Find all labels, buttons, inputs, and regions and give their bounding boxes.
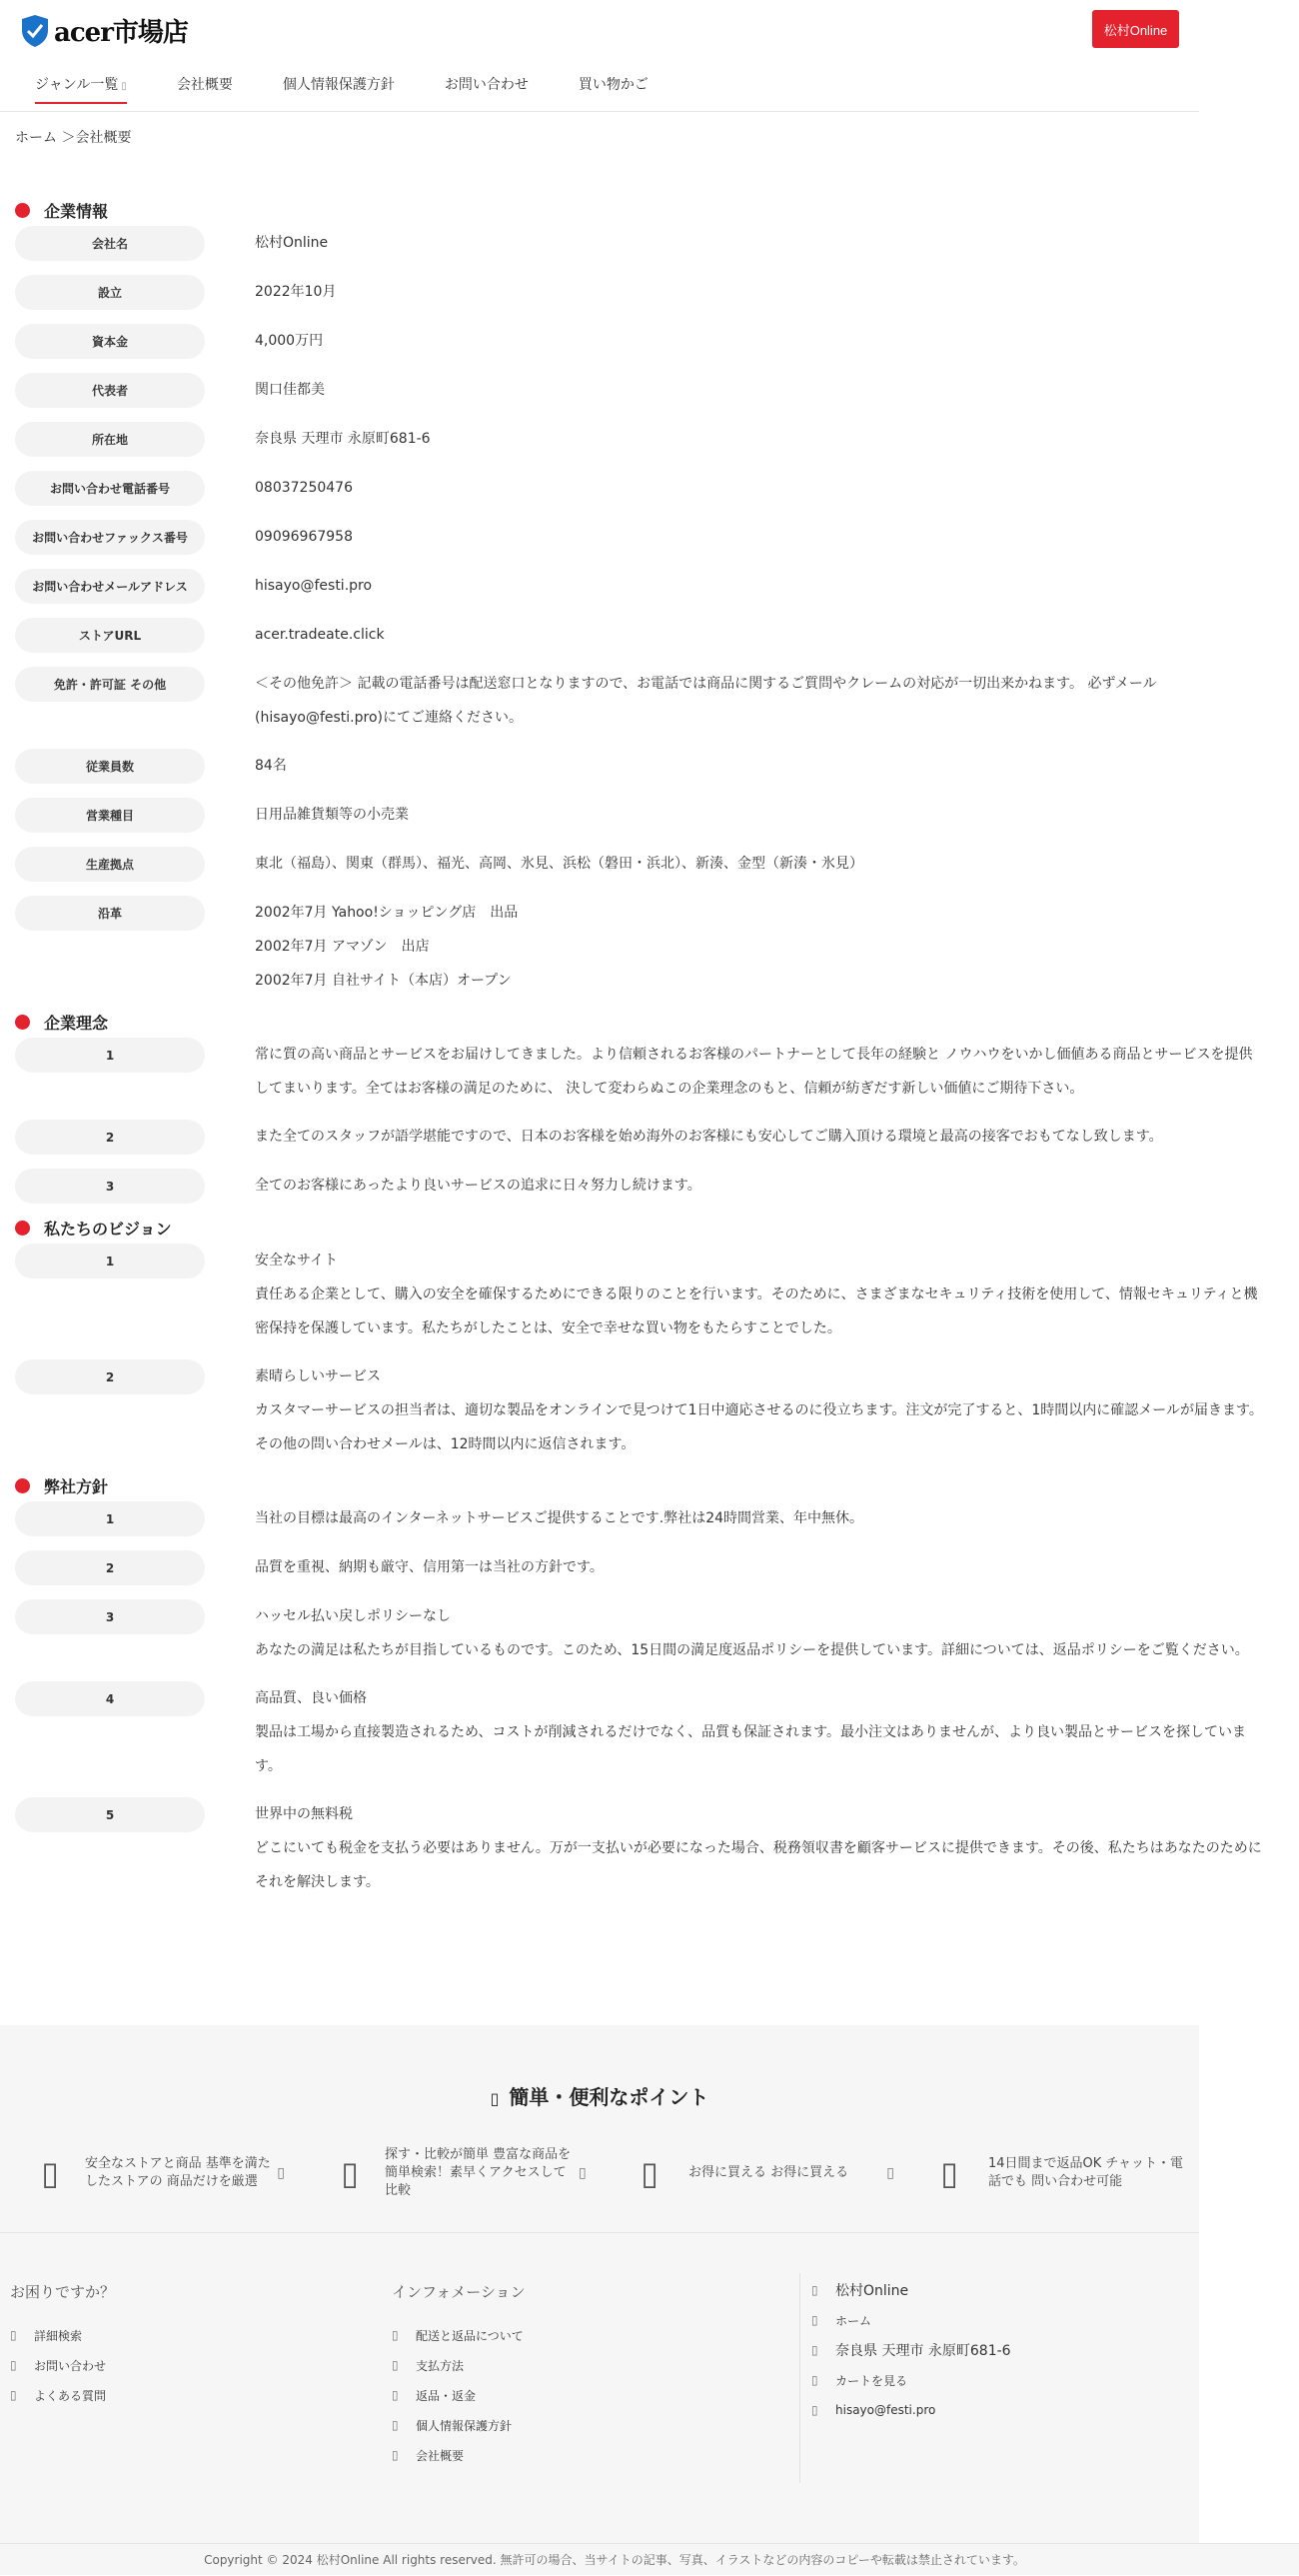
lock-icon: ▯ [392, 2418, 399, 2432]
history-item: 2002年7月 Yahoo!ショッピング店 出品 [255, 905, 519, 921]
footer-link-cart[interactable] [811, 2365, 1191, 2395]
vision-row [15, 1244, 1266, 1345]
info-row [15, 847, 1266, 882]
main-nav [35, 72, 698, 104]
feature-text: 探す・比較が簡単 豊富な商品を簡単検索！素早くアクセスして比較 [385, 2147, 572, 2198]
info-row [15, 569, 1266, 604]
row-value: どこにいても税金を支払う必要はありません。万が一支払いが必要になった場合、税務領収書を顧客サービスに提供できます。その後、私たちはあなたのためにそれを解決します。 [255, 1840, 1262, 1890]
row-value: 全てのお客様にあったより良いサービスの追求に日々努力し続けます。 [255, 1178, 701, 1194]
footer-link-returns[interactable] [392, 2380, 771, 2410]
row-label: 1 [15, 1501, 205, 1536]
row-value: また全てのスタッフが語学堪能ですので、日本のお客様を始め海外のお客様にも安心してご購入頂ける環境と最高の接客でおもてなし致します。 [255, 1129, 1163, 1145]
site-header [0, 0, 1199, 112]
row-value: 品質を重視、納期も厳守、信用第一は当社の方針です。 [255, 1559, 604, 1575]
row-value: 当社の目標は最高のインターネットサービスご提供することです.弊社は24時間営業、年中無休。 [255, 1510, 864, 1526]
row-label: 従業員数 [15, 749, 205, 784]
footer-link-label: 詳細検索 [34, 2328, 83, 2343]
nav-genre-list[interactable] [35, 72, 127, 104]
row-value: hisayo@festi.pro [255, 578, 373, 594]
shield-icon: ▯ [41, 2154, 59, 2192]
question-icon: ▯ [10, 2388, 17, 2402]
search-icon: ▯ [341, 2154, 359, 2192]
footer-divider [799, 2273, 800, 2483]
chevron-right-icon: ▯ [277, 2165, 285, 2181]
row-value: 責任ある企業として、購入の安全を確保するためにできる限りのことを行います。そのために、さまざまなセキュリティ技術を使用して、情報セキュリティと機密保持を保護しています。私たちがしたことは、安全で幸せな買い物をもたらすことでした。 [255, 1287, 1258, 1336]
philosophy-row [15, 1038, 1266, 1106]
chevron-right-icon: ▯ [886, 2165, 894, 2181]
feature-text: お得に買える お得に買える [688, 2165, 849, 2180]
footer-link-label: ホーム [835, 2313, 872, 2328]
row-label: お問い合わせファックス番号 [15, 520, 205, 555]
mail-icon: ▯ [811, 2403, 818, 2417]
feature-item[interactable] [325, 2143, 595, 2203]
info-row [15, 422, 1266, 457]
building-icon: ▯ [392, 2448, 399, 2462]
section-dot [15, 1015, 30, 1030]
footer-email[interactable] [811, 2395, 1191, 2425]
address-label: 奈良県 天理市 永原町681-6 [835, 2343, 1011, 2359]
section-philosophy [15, 1006, 1266, 1038]
row-value: ＜その他免許＞ 記載の電話番号は配送窓口となりますので、お電話では商品に関するご質問やクレームの対応が一切出来かねます。 必ずメール(hisayo@festi.pro)にてご連絡ください。 [255, 676, 1157, 726]
footer-link-shipping[interactable] [392, 2320, 771, 2350]
section-title: 私たちのビジョン [44, 1219, 172, 1239]
section-company [15, 194, 1266, 226]
footer-info-title: インフォメーション [392, 2283, 526, 2301]
row-label: 2 [15, 1550, 205, 1585]
info-row [15, 520, 1266, 555]
info-row [15, 275, 1266, 310]
row-value: acer.tradeate.click [255, 627, 385, 643]
philosophy-row [15, 1169, 1266, 1204]
feature-item[interactable] [924, 2143, 1189, 2203]
section-dot [15, 1478, 30, 1493]
section-vision [15, 1212, 1266, 1244]
policy-row [15, 1797, 1266, 1899]
history-item: 2002年7月 アマゾン 出店 [255, 939, 430, 955]
store-name-label: 松村Online [835, 2283, 909, 2299]
email-label: hisayo@festi.pro [835, 2403, 936, 2417]
row-label: ストアURL [15, 618, 205, 653]
policy-row [15, 1501, 1266, 1536]
row-value: 東北（福島）、関東（群馬）、福光、高岡、氷見、浜松（磐田・浜北）、新湊、金型（新湊・氷見） [255, 856, 863, 872]
nav-cart[interactable]: 買い物かご [578, 77, 649, 93]
philosophy-row [15, 1120, 1266, 1155]
row-value: あなたの満足は私たちが目指しているものです。このため、15日間の満足度返品ポリシーを提供しています。詳細については、返品ポリシーをご覧ください。 [255, 1642, 1249, 1658]
truck-icon: ▯ [392, 2328, 399, 2342]
info-row [15, 471, 1266, 506]
policy-row [15, 1550, 1266, 1585]
row-value: 製品は工場から直接製造されるため、コストが削減されるだけでなく、品質も保証されます。最小注文はありませんが、より良い製品とサービスを探しています。 [255, 1724, 1247, 1774]
footer-link-contact[interactable] [10, 2350, 350, 2380]
footer-link-label: 会社概要 [416, 2448, 465, 2463]
info-row [15, 226, 1266, 261]
policy-row [15, 1599, 1266, 1667]
footer-store-name [811, 2275, 1191, 2305]
feature-item[interactable] [25, 2143, 285, 2203]
row-heading: ハッセル払い戻しポリシーなし [255, 1608, 451, 1624]
return-icon: ▯ [940, 2154, 958, 2192]
row-heading: 世界中の無料税 [255, 1806, 353, 1822]
section-dot [15, 1221, 30, 1236]
chevron-down-icon: ▯ [121, 81, 127, 92]
copyright-bar [0, 2543, 1299, 2575]
row-label: 3 [15, 1599, 205, 1634]
policy-row [15, 1681, 1266, 1783]
copyright-text: Copyright © 2024 松村Online All rights reserved. 無許可の場合、当サイトの記事、写真、イラストなどの内容のコピーや転載は禁止されています。 [204, 2553, 1025, 2567]
footer-address [811, 2335, 1191, 2365]
row-label: 5 [15, 1797, 205, 1832]
store-icon: ▯ [811, 2283, 818, 2297]
breadcrumb: ホーム ＞会社概要 [15, 130, 132, 146]
site-footer [0, 2233, 1199, 2543]
footer-link-label: 個人情報保護方針 [416, 2418, 513, 2433]
section-title: 弊社方針 [44, 1476, 109, 1496]
row-label: 代表者 [15, 373, 205, 408]
row-label: 会社名 [15, 226, 205, 261]
row-value-block [255, 1797, 1266, 1899]
features-title-text: 簡単・便利なポイント [509, 2085, 709, 2109]
row-label: 生産拠点 [15, 847, 205, 882]
footer-link-label: お問い合わせ [34, 2358, 107, 2373]
history-item: 2002年7月 自社サイト（本店）オープン [255, 973, 512, 989]
row-heading: 安全なサイト [255, 1253, 339, 1269]
nav-company[interactable]: 会社概要 [176, 77, 233, 93]
info-row [15, 667, 1266, 735]
footer-link-search[interactable] [10, 2320, 350, 2350]
vision-row [15, 1359, 1266, 1461]
row-value: 松村Online [255, 235, 329, 251]
info-row [15, 324, 1266, 359]
row-label: お問い合わせメールアドレス [15, 569, 205, 604]
footer-link-label: よくある質問 [34, 2388, 107, 2403]
nav-privacy[interactable]: 個人情報保護方針 [282, 77, 395, 93]
shield-logo-icon [20, 14, 50, 48]
row-label: 2 [15, 1120, 205, 1155]
footer-link-label: カートを見る [835, 2373, 908, 2388]
mail-icon: ▯ [10, 2358, 17, 2372]
footer-link-label: 配送と返品について [416, 2328, 524, 2343]
row-value: 奈良県 天理市 永原町681-6 [255, 431, 431, 447]
store-button[interactable]: 松村Online [1092, 10, 1179, 48]
row-value: 日用品雑貨類等の小売業 [255, 807, 409, 823]
section-dot [15, 203, 30, 218]
row-label: 1 [15, 1038, 205, 1073]
feature-text: 安全なストアと商品 基準を満たしたストアの 商品だけを厳選 [85, 2156, 271, 2189]
row-value-block [255, 1599, 1266, 1667]
return-icon: ▯ [392, 2388, 399, 2402]
row-value: 2022年10月 [255, 284, 337, 300]
row-heading: 高品質、良い価格 [255, 1690, 367, 1706]
row-label: 営業種目 [15, 798, 205, 833]
row-value: 常に質の高い商品とサービスをお届けしてきました。より信頼されるお客様のパートナーとして長年の経験と ノウハウをいかし価値ある商品とサービスを提供してまいります。全てはお客様の満足のために、 決して変わらぬこの企業理念のもと、信頼が紡ぎだす新しい価値にご期待下さい。 [255, 1047, 1253, 1097]
footer-link-label: 支払方法 [416, 2358, 465, 2373]
footer-link-payment[interactable] [392, 2350, 771, 2380]
row-label: 3 [15, 1169, 205, 1204]
row-label: 沿革 [15, 896, 205, 931]
main-content [15, 188, 1266, 1913]
logo-text: acer市場店 [54, 18, 188, 48]
home-icon: ▯ [811, 2313, 818, 2327]
row-value-block [255, 1681, 1266, 1783]
row-value: 08037250476 [255, 480, 353, 496]
site-logo[interactable] [20, 12, 188, 49]
footer-store-column [811, 2275, 1191, 2425]
row-value-block [255, 1244, 1266, 1345]
row-value: 4,000万円 [255, 333, 324, 349]
footer-link-label: 返品・返金 [416, 2388, 477, 2403]
footer-link-faq[interactable] [10, 2380, 350, 2410]
footer-help-title: お困りですか？ [10, 2283, 116, 2301]
cart-icon: ▯ [811, 2373, 818, 2387]
row-label: 1 [15, 1244, 205, 1279]
row-value: カスタマーサービスの担当者は、適切な製品をオンラインで見つけて1日中適応させるのに役立ちます。注文が完了すると、1時間以内に確認メールが届きます。その他の問い合わせメールは、12時間以内に返信されます。 [255, 1402, 1263, 1452]
row-label: 免許・許可証 その他 [15, 667, 205, 702]
row-value: 09096967958 [255, 529, 353, 545]
footer-link-home[interactable] [811, 2305, 1191, 2335]
section-title: 企業情報 [44, 201, 109, 221]
feature-item[interactable] [625, 2143, 894, 2203]
footer-link-privacy[interactable] [392, 2410, 771, 2440]
info-row [15, 749, 1266, 784]
row-value: 関口佳都美 [255, 382, 325, 398]
history-list [255, 896, 1266, 998]
row-value-block [255, 1359, 1266, 1461]
info-row [15, 798, 1266, 833]
feature-text: 14日間まで返品OK チャット・電話でも 問い合わせ可能 [988, 2156, 1184, 2189]
row-label: 所在地 [15, 422, 205, 457]
coin-icon: ▯ [641, 2154, 658, 2192]
features-title [0, 2081, 1199, 2110]
footer-link-company[interactable] [392, 2440, 771, 2470]
info-row-history [15, 896, 1266, 998]
row-value: 84名 [255, 758, 287, 774]
row-label: 2 [15, 1359, 205, 1394]
features-section [0, 2025, 1199, 2233]
chevron-right-icon: ▯ [579, 2165, 587, 2181]
footer-help-column [10, 2281, 350, 2410]
section-title: 企業理念 [44, 1013, 109, 1033]
info-row [15, 373, 1266, 408]
section-policy [15, 1469, 1266, 1501]
row-label: 4 [15, 1681, 205, 1716]
nav-genre-label: ジャンル一覧 [35, 77, 119, 93]
nav-contact[interactable]: お問い合わせ [444, 77, 529, 93]
location-icon: ▯ [811, 2343, 818, 2357]
footer-info-column [392, 2281, 771, 2470]
search-icon: ▯ [10, 2328, 17, 2342]
row-label: お問い合わせ電話番号 [15, 471, 205, 506]
row-label: 資本金 [15, 324, 205, 359]
features-title-icon: ▯ [490, 2089, 500, 2108]
info-row [15, 618, 1266, 653]
row-label: 設立 [15, 275, 205, 310]
row-heading: 素晴らしいサービス [255, 1368, 381, 1384]
card-icon: ▯ [392, 2358, 399, 2372]
